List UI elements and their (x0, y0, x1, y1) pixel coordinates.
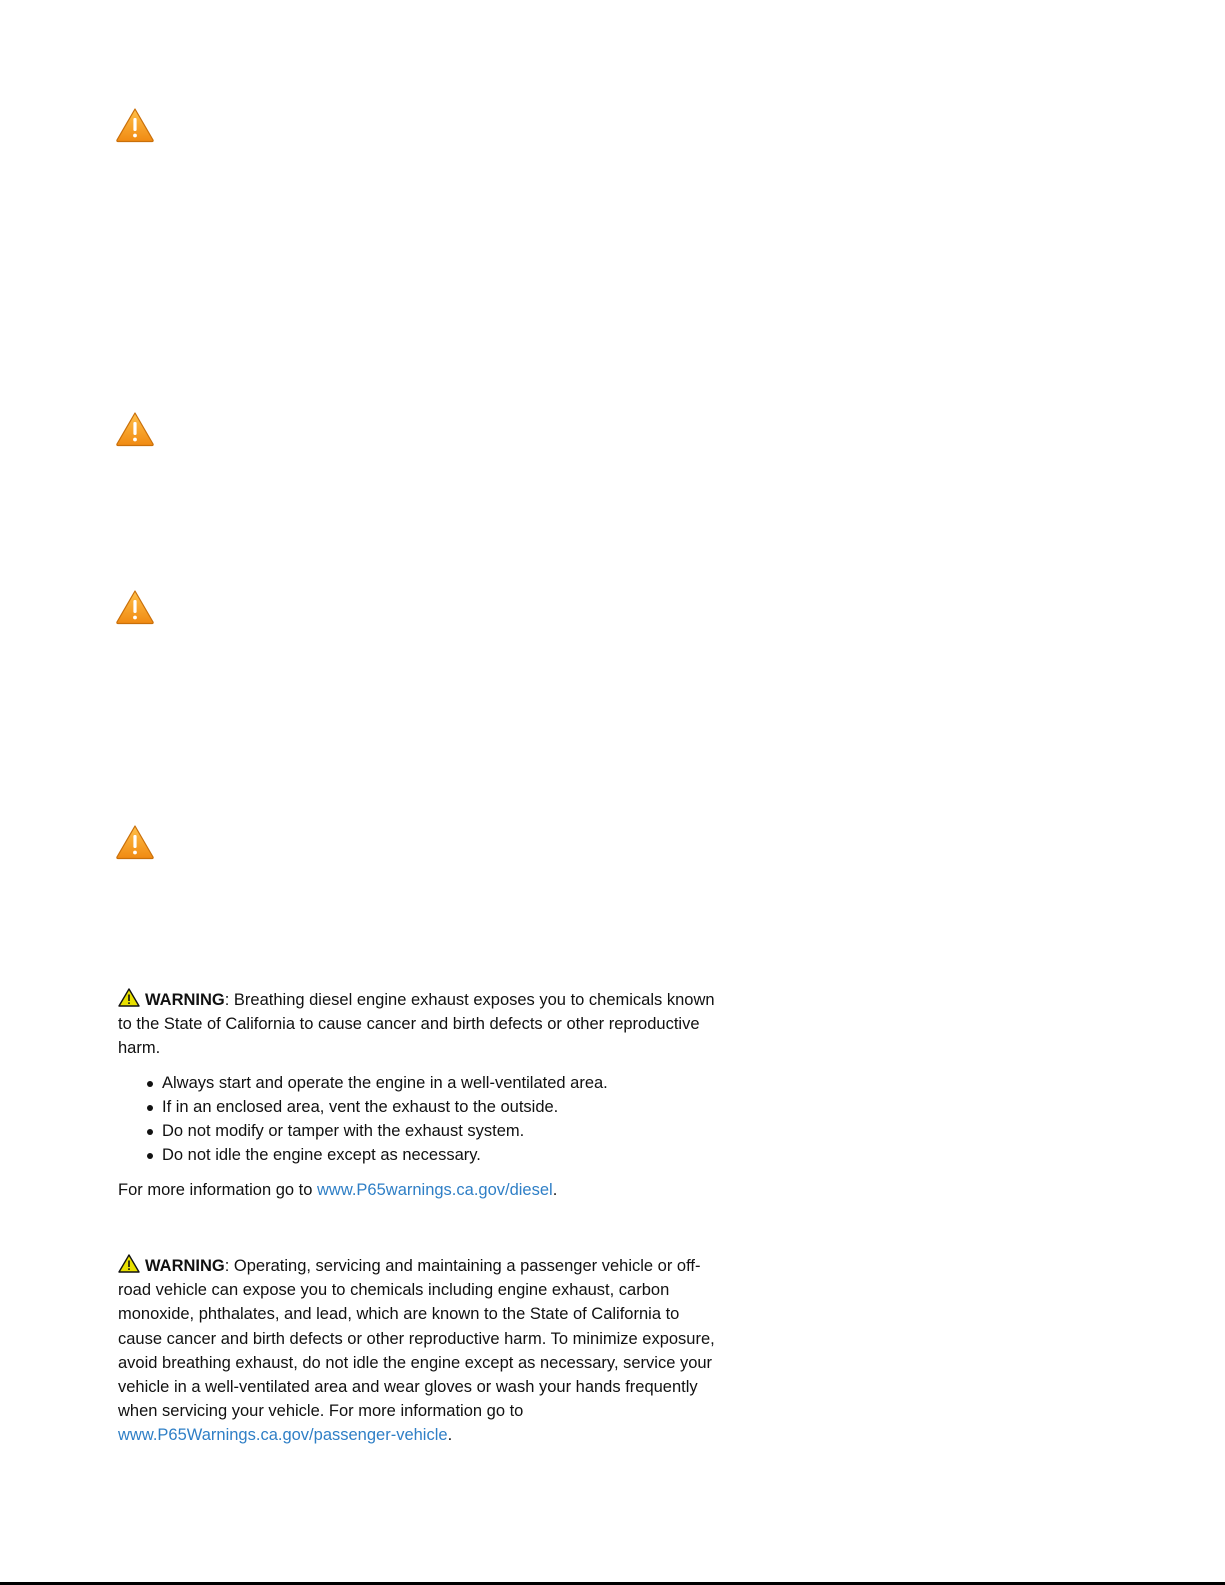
list-item: Do not idle the engine except as necessary. (144, 1143, 718, 1167)
diesel-warning-paragraph (118, 988, 718, 1061)
warning-triangle-icon (115, 824, 155, 860)
passenger-vehicle-info-link[interactable]: www.P65Warnings.ca.gov/passenger-vehicle (118, 1426, 448, 1445)
list-item: Always start and operate the engine in a well-ventilated area. (144, 1071, 718, 1095)
warning-triangle-icon (115, 411, 155, 447)
warning-triangle-icon (118, 988, 140, 1007)
passenger-vehicle-warning (118, 1254, 718, 1448)
diesel-warning (118, 988, 718, 1202)
warning-text: : Breathing diesel engine exhaust exposes you to chemicals known to the State of California to cause cancer and birth defects or other reproductive harm. (118, 991, 715, 1058)
precaution-list (118, 1071, 718, 1167)
diesel-info-link[interactable]: www.P65warnings.ca.gov/diesel (317, 1180, 553, 1199)
warning-text: : Operating, servicing and maintaining a passenger vehicle or off-road vehicle can expose you to chemicals including engine exhaust, carbon monoxide, phthalates, and lead, which are known to the State of California to cause cancer and birth defects or other reproductive harm. To minimize exposure, avoid breathing exhaust, do not idle the engine except as necessary, service your vehicle in a well-ventilated area and wear gloves or wash your hands frequently when servicing your vehicle. For more information go to (118, 1257, 715, 1421)
more-info-prefix: For more information go to (118, 1180, 317, 1199)
warning-triangle-icon (118, 1254, 140, 1273)
warning-triangle-icon (115, 589, 155, 625)
sentence-end: . (447, 1426, 453, 1445)
warning-label: WARNING (145, 1257, 225, 1275)
list-item: Do not modify or tamper with the exhaust system. (144, 1119, 718, 1143)
warning-label: WARNING (145, 991, 225, 1009)
warning-triangle-icon (115, 107, 155, 143)
list-item: If in an enclosed area, vent the exhaust to the outside. (144, 1095, 718, 1119)
sentence-end: . (552, 1180, 558, 1199)
passenger-warning-paragraph (118, 1254, 718, 1448)
more-info-line (118, 1178, 718, 1202)
